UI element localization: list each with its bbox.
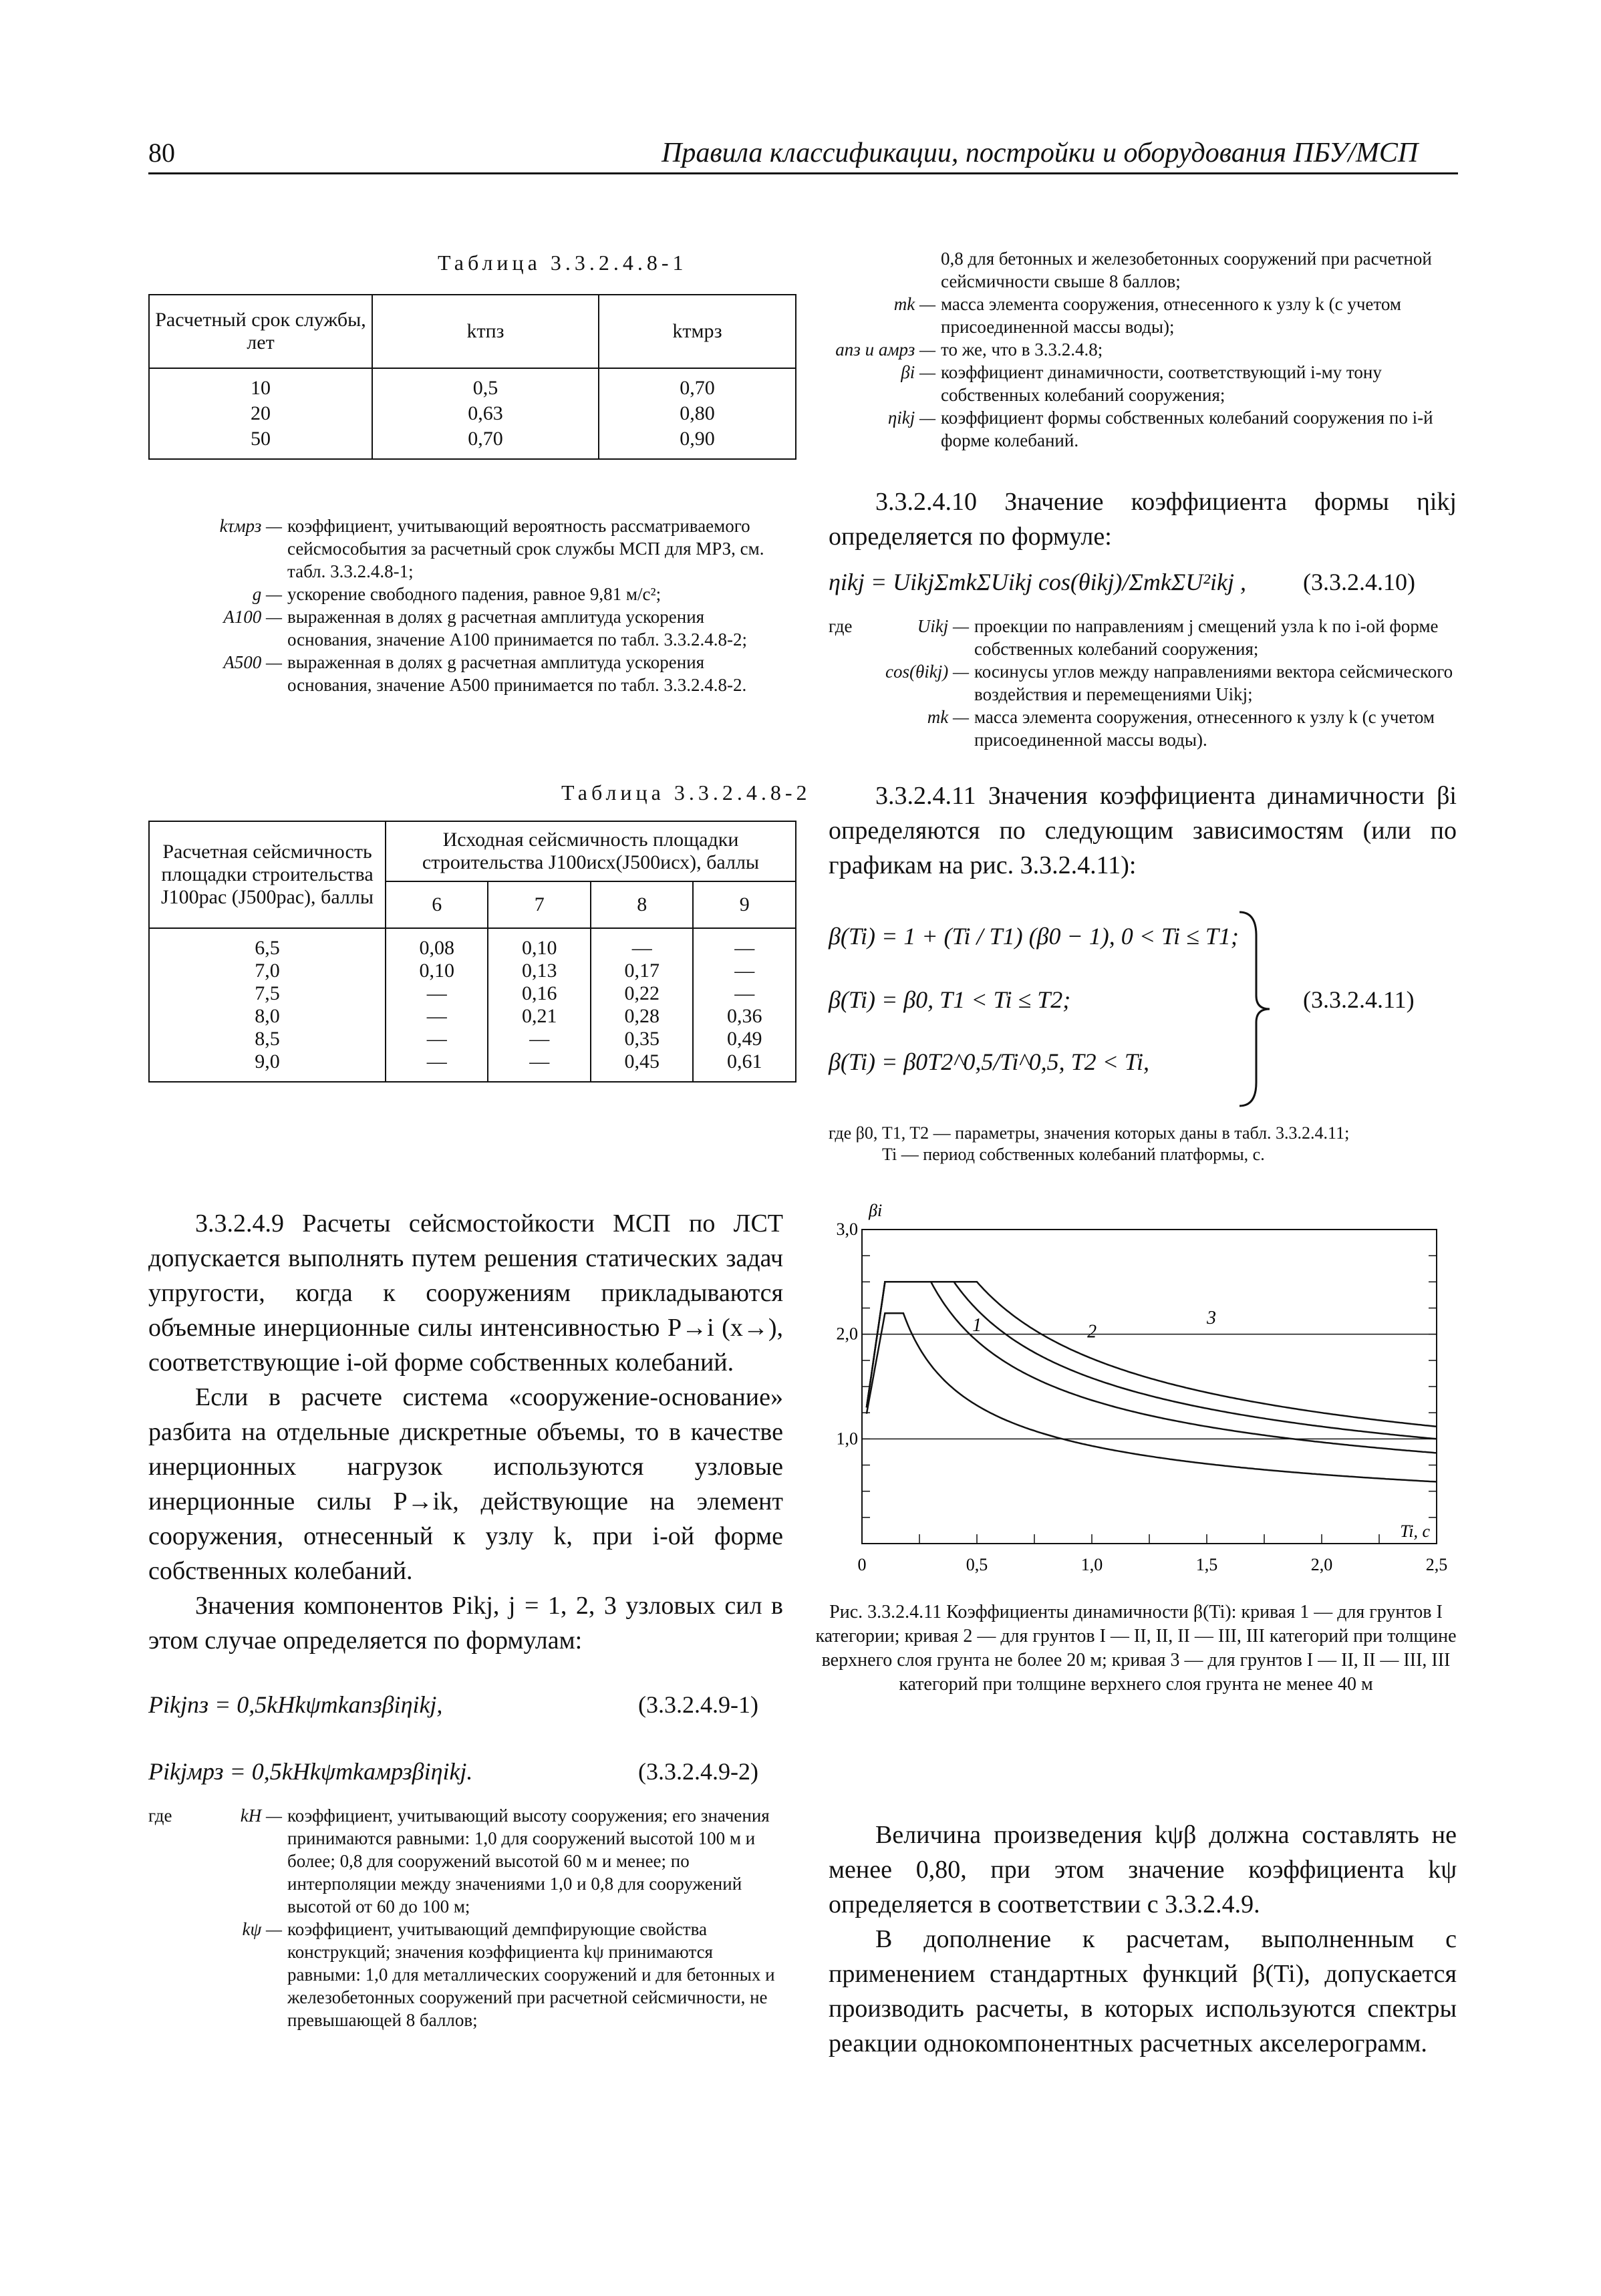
def-sym: mk — — [927, 707, 969, 727]
def-text: коэффициент формы собственных колебаний сооружения по i-й форме колебаний. — [941, 408, 1433, 450]
cell: 0,16 — [521, 982, 557, 1004]
cell: 0,80 — [680, 402, 715, 424]
def-text: косинусы углов между направлениями вектора сейсмического воздействия и перемещениями Uikj; — [974, 662, 1453, 704]
table1-col2 — [599, 368, 796, 459]
table2-caption: Таблица 3.3.2.4.8-2 — [561, 780, 811, 805]
para-3-3-2-4-9 — [148, 1206, 783, 1658]
y-axis-label: βi — [869, 1201, 883, 1220]
cell: 0,61 — [726, 1050, 762, 1072]
paragraph — [829, 484, 1457, 554]
para-3-3-2-4-10 — [829, 484, 1457, 554]
def-pre: где — [829, 616, 853, 636]
cell: — — [734, 937, 755, 959]
equation-11c: β(Ti) = β0T2^0,5/Ti^0,5, T2 < Ti, — [829, 1048, 1149, 1075]
cell: 0,10 — [419, 960, 454, 982]
def-text: ускорение свободного падения, равное 9,81 м/с²; — [287, 584, 662, 604]
def-row — [829, 615, 1457, 660]
paragraph-text: 3.3.2.4.11 Значения коэффициента динамичности βi определяются по следующим зависимостям (или по графикам на рис. 3.3.2.4.11): — [829, 782, 1457, 879]
table2-col0 — [149, 928, 386, 1082]
def-row — [148, 583, 790, 605]
x-tick-label: 1,0 — [1080, 1555, 1103, 1574]
def-row — [148, 651, 790, 696]
equation-11a: β(Ti) = 1 + (Ti / T1) (β0 − 1), 0 < Ti ≤ T1; — [829, 923, 1239, 950]
table2 — [148, 821, 796, 1083]
cell: 6,5 — [255, 937, 280, 959]
def-text: коэффициент динамичности, соответствующий i-му тону собственных колебаний сооружения; — [941, 362, 1382, 405]
cell: 0,36 — [726, 1005, 762, 1027]
def-sym: A100 — — [223, 607, 282, 627]
def-sym: cos(θikj) — — [885, 662, 969, 682]
x-tick-label: 1,5 — [1195, 1555, 1218, 1574]
curve-1 — [867, 1282, 1437, 1453]
x-tick-label: 2,0 — [1310, 1555, 1333, 1574]
def-sym: kτмрз — — [219, 516, 282, 536]
def-sym: Uikj — — [917, 616, 969, 636]
table2-head-left: Расчетная сейсмичность площадки строительства J100рас (J500рас), баллы — [149, 821, 386, 928]
defs2 — [148, 1804, 783, 2031]
cell: — — [426, 1050, 447, 1072]
table2-col2 — [488, 928, 590, 1082]
cell: 10 — [251, 377, 271, 399]
equation-11b: β(Ti) = β0, T1 < Ti ≤ T2; — [829, 986, 1071, 1013]
curve-lower-plateau — [867, 1313, 1437, 1481]
cell: — — [426, 982, 447, 1004]
cell: 0,70 — [468, 428, 503, 450]
paragraph-text: 3.3.2.4.9 Расчеты сейсмостойкости МСП по ЛСТ допускается выполнять путем решения статических задач упругости, когда к сооружениям прикладываются объемные инерционные силы интенсивностью P→i (x→), соответствующие i-ой форме собственных колебаний. — [148, 1209, 783, 1377]
table1-head-1: kтпз — [372, 295, 599, 368]
cell: 0,35 — [624, 1028, 660, 1050]
cell: 50 — [251, 428, 271, 450]
cell: 9,0 — [255, 1050, 280, 1072]
table1-caption: Таблица 3.3.2.4.8-1 — [438, 251, 688, 275]
paragraph — [148, 1206, 783, 1380]
table2-subhead: 7 — [488, 881, 590, 928]
equation-9-2-number: (3.3.2.4.9-2) — [638, 1758, 758, 1785]
equation-9-1: Pikjпз = 0,5kHkψmkaпзβiηikj, — [148, 1691, 443, 1718]
def-text: коэффициент, учитывающий высоту сооружения; его значения принимаются равными: 1,0 для сооружений высотой 100 м и более; 0,8 для сооружений высотой 60 м и менее; по интерполяции между значениями 1,0 и 0,8 для сооружений высотой от 60 до 100 м; — [287, 1806, 770, 1916]
cell: 0,49 — [726, 1028, 762, 1050]
paragraph — [148, 1588, 783, 1658]
def-text: проекции по направлениям j смещений узла k по i-ой форме собственных колебаний сооружения; — [974, 616, 1439, 659]
def-text: выраженная в долях g расчетная амплитуда ускорения основания, значение A500 принимается по табл. 3.3.2.4.8-2. — [287, 652, 747, 695]
where-line: где β0, T1, T2 — параметры, значения которых даны в табл. 3.3.2.4.11; — [829, 1123, 1350, 1143]
x-tick-label: 0,5 — [966, 1555, 988, 1574]
cell: — — [734, 960, 755, 982]
figure-caption: Рис. 3.3.2.4.11 Коэффициенты динамичности β(Ti): кривая 1 — для грунтов I категории; кривая 2 — для грунтов I — II, II, II — III, III категорий при толщине верхнего слоя грунта не более 20 м; кривая 3 — для грунтов I — II, II — III, III категорий при толщине верхнего слоя грунта не менее 40 м — [815, 1602, 1457, 1695]
cell: — — [734, 982, 755, 1004]
cell: — — [426, 1005, 447, 1027]
table2-col3 — [591, 928, 693, 1082]
def-row — [829, 338, 1457, 361]
def-sym: βi — — [901, 362, 935, 382]
table1-col1 — [372, 368, 599, 459]
table2-subhead: 8 — [591, 881, 693, 928]
def-pre: где — [148, 1806, 172, 1826]
cell: 0,21 — [521, 1005, 557, 1027]
cell: 0,5 — [472, 377, 498, 399]
cell: — — [426, 1028, 447, 1050]
def-row — [829, 406, 1457, 452]
equation-10: ηikj = UikjΣmkΣUikj cos(θikj)/ΣmkΣU²ikj , — [829, 569, 1247, 595]
cell: 8,5 — [255, 1028, 280, 1050]
table1-head-2: kтмрз — [599, 295, 796, 368]
def-row — [829, 706, 1457, 751]
cell: 7,0 — [255, 960, 280, 982]
def-row — [829, 660, 1457, 706]
def-row — [829, 361, 1457, 406]
def-sym: ηikj — — [887, 408, 935, 428]
def-sym: A500 — — [223, 652, 282, 672]
def-text: масса элемента сооружения, отнесенного к узлу k (с учетом присоединенной массы воды). — [974, 707, 1435, 750]
def-row — [148, 515, 790, 583]
def-sym: kψ — — [242, 1919, 282, 1939]
cell: 0,08 — [419, 937, 454, 959]
cell: 0,10 — [521, 937, 557, 959]
curve-label: 3 — [1207, 1308, 1216, 1328]
curve-label: 2 — [1087, 1321, 1097, 1342]
equation-11-number: (3.3.2.4.11) — [1303, 986, 1415, 1013]
equation-9-1-number: (3.3.2.4.9-1) — [638, 1691, 758, 1718]
cell: 0,28 — [624, 1005, 660, 1027]
table2-head-group: Исходная сейсмичность площадки строительства J100исх(J500исх), баллы — [386, 821, 796, 881]
paragraph-text: В дополнение к расчетам, выполненным с применением стандартных функций β(Ti), допускается производить расчеты, в которых используются спектры реакции однокомпонентных расчетных акселерограмм. — [829, 1925, 1457, 2057]
paragraph-text: Значения компонентов Pikj, j = 1, 2, 3 узловых сил в этом случае определяется по формулам: — [148, 1592, 783, 1655]
def-row — [148, 1918, 783, 2031]
y-tick-label: 2,0 — [836, 1324, 858, 1344]
def-text: коэффициент, учитывающий вероятность рассматриваемого сейсмособытия за расчетный срок службы МСП для МРЗ, см. табл. 3.3.2.4.8-1; — [287, 516, 764, 581]
def-text: то же, что в 3.3.2.4.8; — [941, 339, 1103, 360]
def-continuation: 0,8 для бетонных и железобетонных сооружений при расчетной сейсмичности свыше 8 баллов; — [941, 249, 1432, 291]
sec11-where — [829, 1123, 1457, 1165]
x-tick-label: 0 — [857, 1555, 867, 1574]
def-text: масса элемента сооружения, отнесенного к узлу k (с учетом присоединенной массы воды); — [941, 294, 1401, 337]
paragraph — [829, 1818, 1457, 1922]
cell: — — [529, 1050, 550, 1072]
def-sym: mk — — [893, 294, 935, 314]
plot-frame — [862, 1230, 1437, 1544]
def-pre — [829, 706, 869, 751]
equation-9-2: Pikjмрз = 0,5kHkψmkaмрзβiηikj. — [148, 1758, 473, 1785]
running-title: Правила классификации, постройки и оборудования ПБУ/МСП — [662, 138, 1419, 168]
y-tick-label: 1,0 — [836, 1429, 858, 1449]
where-line: Ti — период собственных колебаний платформы, с. — [882, 1145, 1265, 1164]
y-tick-label: 3,0 — [836, 1219, 858, 1239]
cell: 0,63 — [468, 402, 503, 424]
beta-chart — [822, 1196, 1463, 1584]
cell: 0,13 — [521, 960, 557, 982]
x-tick-label: 2,5 — [1425, 1555, 1448, 1574]
paragraph-text: 3.3.2.4.10 Значение коэффициента формы ηikj определяется по формуле: — [829, 488, 1457, 551]
x-axis-label: Ti, c — [1400, 1522, 1430, 1541]
cell: 20 — [251, 402, 271, 424]
paragraph-text: Если в расчете система «сооружение-основание» разбита на отдельные дискретные объемы, то в качестве инерционных нагрузок используются узловые инерционные силы P→ik, действующие на элемент сооружения, отнесенный к узлу k, при i-ой форме собственных колебаний. — [148, 1383, 783, 1585]
curve-3 — [867, 1282, 1437, 1427]
page-number: 80 — [148, 138, 175, 168]
def-sym: kH — — [240, 1806, 282, 1826]
cell: 0,70 — [680, 377, 715, 399]
cell: — — [529, 1028, 550, 1050]
table2-col1 — [386, 928, 488, 1082]
paragraph — [148, 1380, 783, 1588]
def-row — [148, 605, 790, 651]
paragraph — [829, 778, 1457, 883]
cell: 8,0 — [255, 1005, 280, 1027]
table2-subhead: 6 — [386, 881, 488, 928]
def-pre — [148, 1918, 188, 2031]
curve-label: 1 — [972, 1314, 982, 1336]
def-pre — [829, 660, 869, 706]
equation-brace — [1236, 909, 1276, 1109]
cell: 0,22 — [624, 982, 660, 1004]
sec10-defs — [829, 615, 1457, 751]
def-sym: aпз и aмрз — — [835, 339, 935, 360]
def-row — [829, 293, 1457, 338]
table1-col0 — [149, 368, 372, 459]
header-rule — [148, 172, 1458, 174]
para-3-3-2-4-11 — [829, 778, 1457, 883]
paragraph-text: Величина произведения kψβ должна составлять не менее 0,80, при этом значение коэффициента kψ определяется в соответствии с 3.3.2.4.9. — [829, 1821, 1457, 1918]
paragraph — [829, 1922, 1457, 2061]
bottom-right-text — [829, 1818, 1457, 2061]
table2-subhead: 9 — [693, 881, 796, 928]
cell: 7,5 — [255, 982, 280, 1004]
right-top-defs — [829, 247, 1457, 452]
def-sym: g — — [252, 584, 282, 604]
defs1 — [148, 515, 790, 696]
def-text: выраженная в долях g расчетная амплитуда ускорения основания, значение A100 принимается по табл. 3.3.2.4.8-2; — [287, 607, 748, 650]
def-text: коэффициент, учитывающий демпфирующие свойства конструкций; значения коэффициента kψ принимаются равными: 1,0 для металлических сооружений и для бетонных и железобетонных сооружений при расчетной сейсмичности, не превышающей 8 баллов; — [287, 1919, 775, 2030]
cell: 0,45 — [624, 1050, 660, 1072]
table1-head-0: Расчетный срок службы, лет — [149, 295, 372, 368]
cell: 0,90 — [680, 428, 715, 450]
cell: 0,17 — [624, 960, 660, 982]
cell: — — [631, 937, 652, 959]
equation-10-number: (3.3.2.4.10) — [1303, 569, 1415, 595]
def-row — [148, 1804, 783, 1918]
table1 — [148, 294, 796, 460]
table2-col4 — [693, 928, 796, 1082]
